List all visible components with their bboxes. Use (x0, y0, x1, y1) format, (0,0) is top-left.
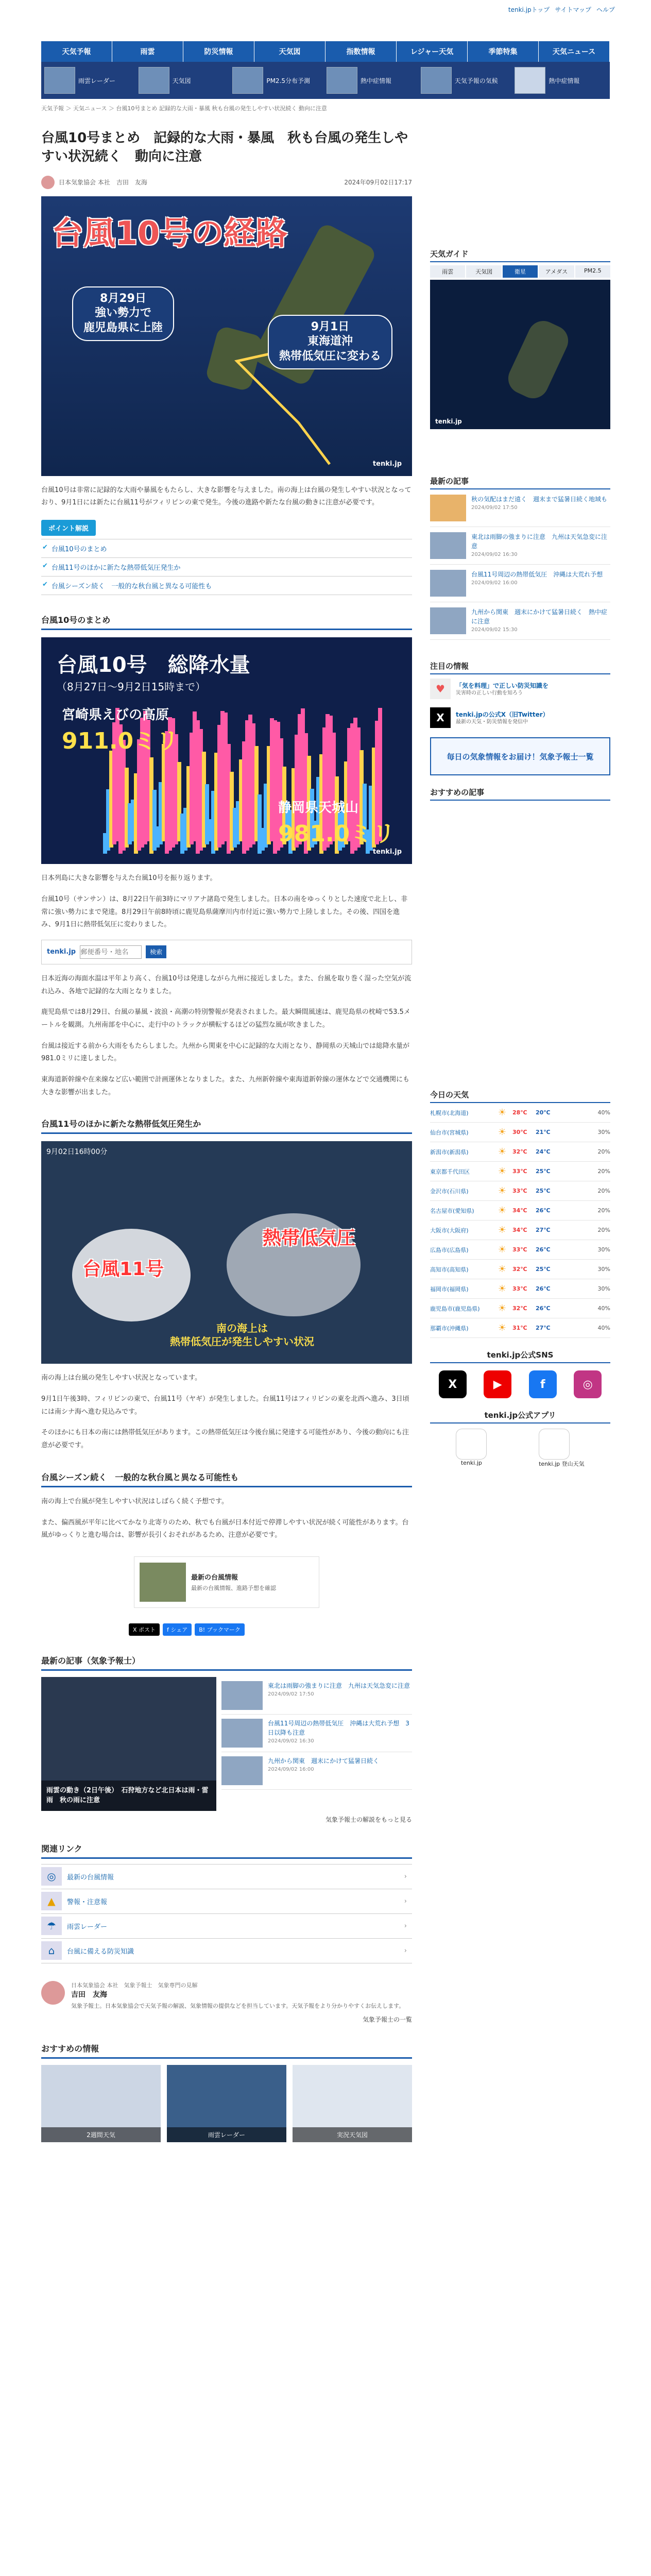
weather-city: 札幌市(北海道) (430, 1109, 469, 1116)
gnav-item[interactable]: 天気ニュース (539, 41, 610, 62)
rainfall-subtitle: （8月27日〜9月2日15時まで） (57, 681, 206, 693)
weather-low: 21℃ (536, 1129, 551, 1136)
news-title: 九州から関東 週末にかけて猛暑日続く 熱中症に注意 (471, 608, 608, 625)
gnav-item[interactable]: 雨雲 (112, 41, 183, 62)
news-thumb (430, 532, 466, 559)
related-item[interactable] (41, 1939, 412, 1963)
attention-heading: 注目の情報 (430, 660, 610, 674)
search-brand: tenki.jp (47, 948, 76, 956)
weather-low: 25℃ (536, 1266, 551, 1273)
attention-title: tenki.jpの公式X（旧Twitter） (456, 710, 549, 718)
share-bar (129, 1623, 412, 1636)
rainfall-title: 台風10号 総降水量 (57, 653, 250, 677)
guide-tabs (430, 265, 610, 278)
weather-low: 26℃ (536, 1246, 551, 1253)
weather-row[interactable] (430, 1142, 610, 1162)
top-link-sitemap[interactable]: サイトマップ (555, 6, 591, 13)
weather-high: 33℃ (512, 1188, 527, 1194)
gnav-item[interactable]: 季節特集 (468, 41, 539, 62)
brand-logo: tenki.jp (372, 848, 402, 856)
satellite-brand: tenki.jp (435, 418, 462, 425)
weather-pop: 30% (597, 1246, 610, 1253)
news-date: 2024/09/02 16:30 (471, 552, 518, 557)
side-news-item[interactable] (430, 565, 610, 602)
weather-city: 仙台市(宮城県) (430, 1129, 469, 1136)
app-icon[interactable] (539, 1429, 570, 1460)
weather-row[interactable] (430, 1279, 610, 1299)
weather-pop: 30% (597, 1129, 610, 1136)
weather-high: 32℃ (512, 1305, 527, 1312)
weather-low: 26℃ (536, 1207, 551, 1214)
article-title: 台風10号まとめ 記録的な大雨・暴風 秋も台風の発生しやすい状況続く 動向に注意 (41, 130, 408, 165)
weather-low: 25℃ (536, 1188, 551, 1194)
subnav-item[interactable] (44, 65, 136, 96)
weather-low: 20℃ (536, 1109, 551, 1116)
subnav-item[interactable] (232, 65, 324, 96)
weather-row[interactable] (430, 1103, 610, 1123)
news-title: 台風11号周辺の熱帯低気圧 沖縄は大荒れ予想 3日以降も注意 (268, 1719, 409, 1736)
subnav-thumb (421, 67, 452, 94)
typhoon-promo[interactable] (134, 1556, 319, 1608)
side-latest-heading: 最新の記事 (430, 476, 610, 489)
paragraph: 日本近海の海面水温は平年より高く、台風10号は発達しながら九州に接近しました。また、台風を取り巻く湿った空気が流れ込み、各地で記録的な大雨となりました。 (41, 974, 412, 995)
station-value: 911.0ミリ (62, 728, 179, 755)
guide-tab[interactable]: 雨雲 (430, 265, 465, 278)
weather-low: 27℃ (536, 1227, 551, 1233)
app-name: tenki.jp 登山天気 (539, 1461, 585, 1467)
news-date: 2024/09/02 17:50 (268, 1691, 314, 1697)
point-link[interactable]: ✔ 台風シーズン続く 一般的な秋台風と異なる可能性も (41, 577, 412, 595)
weather-row[interactable] (430, 1299, 610, 1318)
article-main (41, 118, 412, 2142)
guide-heading: 天気ガイド (430, 248, 610, 262)
sun-icon: ☀ (498, 1322, 507, 1333)
paragraph: 日本列島に大きな影響を与えた台風10号を振り返ります。 (41, 874, 217, 883)
satellite-image (41, 1141, 412, 1364)
more-link[interactable]: 気象予報士の解説をもっと見る (325, 1816, 412, 1823)
instagram-icon[interactable]: ◎ (574, 1370, 602, 1398)
section-heading: 台風シーズン続く 一般的な秋台風と異なる可能性も (41, 1471, 412, 1487)
search-widget (41, 940, 412, 964)
ad-space (430, 118, 610, 237)
weather-high: 34℃ (512, 1207, 527, 1214)
facebook-icon[interactable]: f (529, 1370, 557, 1398)
news-thumb (221, 1756, 263, 1785)
typhoon-track-image (41, 196, 412, 476)
recommend-caption: 雨雲レーダー (167, 2127, 286, 2142)
weather-row[interactable] (430, 1162, 610, 1181)
news-title: 秋の気配はまだ遠く 週末まで猛暑日続く地域も (471, 496, 608, 503)
sun-icon: ☀ (498, 1107, 507, 1118)
station-label: 静岡県天城山 (278, 800, 359, 816)
paragraph: 9月1日午後3時、フィリピンの東で、台風11号（ヤギ）が発生しました。台風11号はフィリピンの東を北西へ進み、3日頃には南シナ海へ進む見込みです。 (41, 1395, 409, 1416)
weather-pop: 40% (597, 1305, 610, 1312)
today-weather-heading: 今日の天気 (430, 1089, 610, 1103)
sun-icon: ☀ (498, 1146, 507, 1157)
latest-grid (41, 1677, 412, 1811)
gnav-item[interactable]: レジャー天気 (397, 41, 468, 62)
paragraph: 南の海上は台風の発生しやすい状況となっています。 (41, 1374, 201, 1382)
attention-desc: 最新の天気・防災情報を発信中 (456, 719, 528, 725)
weather-pop: 20% (597, 1168, 610, 1175)
weather-city: 新潟市(新潟県) (430, 1148, 469, 1156)
sun-icon: ☀ (498, 1126, 507, 1138)
weather-low: 26℃ (536, 1285, 551, 1292)
subnav-label: 天気図 (172, 77, 191, 84)
app-icon[interactable] (456, 1429, 487, 1460)
subnav-thumb (327, 67, 357, 94)
weather-pop: 20% (597, 1188, 610, 1194)
rainfall-image (41, 637, 412, 864)
station-value: 981.0ミリ (278, 821, 396, 848)
promo-thumb (140, 1563, 186, 1602)
related-label: 台風に備える防災知識 (67, 1947, 134, 1956)
hero-title: 台風10号の経路 (52, 214, 288, 252)
recommend-side-heading: おすすめの記事 (430, 787, 610, 801)
news-thumb (430, 607, 466, 634)
global-nav (41, 41, 610, 62)
sub-nav (41, 62, 610, 99)
attention-item[interactable] (430, 703, 610, 732)
japan-land (503, 316, 573, 403)
points-list (41, 539, 412, 595)
byline (41, 176, 412, 189)
author-desc: 気象予報士。日本気象協会で天気予報の解説、気象情報の提供などを担当しています。天気予報をより分かりやすくお伝えします。 (71, 2002, 405, 2009)
paragraph: また、偏西風が平年に比べてかなり北寄りのため、秋でも台風が日本付近で停滞しやすい状況が続く可能性があります。台風がゆっくりと進む場合は、影響が長引くおそれがあるため、注意が必要です。 (41, 1518, 409, 1539)
weather-high: 32℃ (512, 1148, 527, 1155)
paragraph: 南の海上で台風が発生しやすい状況はしばらく続く予想です。 (41, 1497, 228, 1505)
promo-title: 最新の台風情報 (191, 1574, 238, 1582)
author-link[interactable]: 日本気象協会 本社 吉田 友海 (59, 179, 147, 187)
attention-title: 「気を料理」で正しい防災知識を (456, 682, 549, 689)
paragraph: 東海道新幹線や在来線など広い範囲で計画運休となりました。また、九州新幹線や東海道新幹線の運休などで交通機関にも大きな影響が出ました。 (41, 1076, 410, 1096)
weather-high: 33℃ (512, 1168, 527, 1175)
news-thumb (221, 1719, 263, 1748)
weather-city: 福岡市(福岡県) (430, 1285, 469, 1293)
author-name[interactable]: 吉田 友海 (71, 1990, 107, 1999)
section-heading: 台風11号のほかに新たな熱帯低気圧発生か (41, 1117, 412, 1134)
news-title: 九州から関東 週末にかけて猛暑日続く (268, 1757, 380, 1765)
latest-feature-caption: 雨雲の動き（2日午後） 石狩地方など北日本は雨・雷雨 秋の雨に注意 (41, 1781, 216, 1811)
news-item[interactable] (221, 1677, 412, 1715)
weather-high: 31℃ (512, 1325, 527, 1331)
forecaster-list-link[interactable]: 気象予報士の一覧 (362, 2015, 412, 2023)
news-date: 2024/09/02 17:50 (471, 505, 518, 511)
related-item[interactable] (41, 1889, 412, 1914)
chevron-right-icon: › (404, 1922, 407, 1930)
news-date: 2024/09/02 16:00 (268, 1766, 314, 1772)
subnav-item[interactable] (327, 65, 419, 96)
subnav-item[interactable] (515, 65, 607, 96)
recommend-grid (41, 2065, 412, 2142)
weather-city: 大阪市(大阪府) (430, 1227, 469, 1234)
author-avatar (41, 176, 55, 189)
recommend-card[interactable] (41, 2065, 161, 2142)
x-icon[interactable]: X (439, 1370, 467, 1398)
latest-feature[interactable] (41, 1677, 216, 1811)
guide-tab[interactable]: アメダス (539, 265, 574, 278)
typhoon-icon: ◎ (41, 1867, 62, 1886)
weather-high: 30℃ (512, 1129, 527, 1136)
station-label: 宮崎県えびの高原 (62, 707, 169, 723)
paragraph: 台風10号（サンサン）は、8月22日午前3時にマリアナ諸島で発生しました。日本の南をゆっくりとした速度で北上し、非常に強い勢力にまで発達。8月29日午前8時頃に鹿児島県薩摩川内市付近に強い勢力で上陸しました。その後、四国を進み、9月1日に熱帯低気圧に変わりました。 (41, 895, 408, 929)
subnav-thumb (139, 67, 169, 94)
latest-list (221, 1677, 412, 1811)
weather-city: 那覇市(沖縄県) (430, 1325, 469, 1332)
image-timestamp: 9月02日16時00分 (46, 1148, 108, 1157)
weather-pop: 40% (597, 1109, 610, 1116)
subnav-label: PM2.5分布予測 (266, 77, 311, 84)
recommend-caption: 2週間天気 (41, 2127, 161, 2142)
weather-row[interactable] (430, 1240, 610, 1260)
subnav-label: 天気予報の気候 (454, 77, 498, 84)
sidebar (430, 118, 610, 1468)
related-item[interactable] (41, 1914, 412, 1939)
weather-city: 広島市(広島県) (430, 1246, 469, 1253)
top-bar (0, 0, 651, 20)
x-icon: X (430, 707, 451, 728)
author-box (41, 1976, 412, 2011)
subnav-label: 雨雲レーダー (78, 77, 116, 84)
attention-item[interactable] (430, 674, 610, 703)
weather-high: 34℃ (512, 1227, 527, 1233)
weather-pop: 20% (597, 1148, 610, 1155)
lead-paragraph: 台風10号は非常に記録的な大雨や暴風をもたらし、大きな影響を与えました。南の海上は台風の発生しやすい状況となっており、9月1日には新たに台風11号がフィリピンの東で発生。今後の進路や新たな台風の動きに注意が必要です。 (41, 486, 412, 507)
sns-heading: tenki.jp公式SNS (430, 1349, 610, 1363)
chevron-right-icon: › (404, 1897, 407, 1905)
news-item[interactable] (221, 1715, 412, 1752)
sun-icon: ☀ (498, 1263, 507, 1275)
sun-icon: ☀ (498, 1283, 507, 1294)
weather-row[interactable] (430, 1260, 610, 1279)
chevron-right-icon: › (404, 1946, 407, 1955)
article-date: 2024年09月02日17:17 (344, 179, 412, 187)
app-heading: tenki.jp公式アプリ (430, 1410, 610, 1423)
latest-heading: 最新の記事（気象予報士） (41, 1654, 412, 1671)
sun-icon: ☀ (498, 1205, 507, 1216)
forecaster-banner[interactable]: 毎日の気象情報をお届け！気象予報士一覧 (430, 737, 610, 775)
sun-icon: ☀ (498, 1165, 507, 1177)
today-weather-list (430, 1103, 610, 1338)
author-avatar (41, 1981, 65, 2005)
weather-low: 24℃ (536, 1148, 551, 1155)
news-date: 2024/09/02 15:30 (471, 627, 518, 633)
weather-pop: 40% (597, 1325, 610, 1331)
weather-row[interactable] (430, 1318, 610, 1338)
weather-city: 東京都千代田区 (430, 1168, 470, 1175)
news-date: 2024/09/02 16:30 (268, 1738, 314, 1744)
news-item[interactable] (221, 1752, 412, 1790)
subnav-item[interactable] (421, 65, 513, 96)
shelter-icon: ⌂ (41, 1941, 62, 1960)
radar-icon: ☂ (41, 1917, 62, 1935)
weather-high: 33℃ (512, 1246, 527, 1253)
recommend-card[interactable] (167, 2065, 286, 2142)
share-facebook-button[interactable]: f シェア (163, 1623, 192, 1636)
typhoon-label: 台風11号 (82, 1259, 164, 1280)
weather-high: 33℃ (512, 1285, 527, 1292)
news-title: 東北は雨脚の強まりに注意 九州は天気急変に注意 (268, 1682, 410, 1689)
section-heading: 台風10号のまとめ (41, 614, 412, 630)
weather-row[interactable] (430, 1201, 610, 1221)
paragraph: そのほかにも日本の南には熱帯低気圧があります。この熱帯低気圧は今後台風に発達する可能性があり、今後の動向にも注意が必要です。 (41, 1429, 409, 1450)
weather-pop: 20% (597, 1207, 610, 1214)
weather-high: 32℃ (512, 1266, 527, 1273)
subnav-label: 熱中症情報 (361, 77, 392, 84)
related-label: 最新の台風情報 (67, 1873, 114, 1882)
paragraph: 鹿児島県では8月29日、台風の暴風・波浪・高潮の特別警報が発表されました。最大瞬間風速は、鹿児島県の枕崎で53.5メートルを観測。九州南部を中心に、走行中のトラックが横転するほどの猛烈な風が吹きました。 (41, 1008, 410, 1029)
subnav-thumb (44, 67, 75, 94)
recommend-caption: 実況天気図 (293, 2127, 412, 2142)
related-list (41, 1864, 412, 1963)
weather-city: 金沢市(石川県) (430, 1188, 469, 1195)
sun-icon: ☀ (498, 1302, 507, 1314)
news-thumb (221, 1681, 263, 1710)
gnav-item[interactable]: 天気図 (254, 41, 326, 62)
guide-tab[interactable]: 衛星 (503, 265, 538, 278)
search-input[interactable] (80, 945, 142, 959)
breadcrumb[interactable]: 天気予報 ＞ 天気ニュース ＞ 台風10号まとめ 記録的な大雨・暴風 秋も台風の発生しやすい状況続く 動向に注意 (41, 105, 327, 112)
guide-tab[interactable]: 天気図 (466, 265, 501, 278)
chevron-right-icon: › (404, 1872, 407, 1880)
side-news-item[interactable] (430, 527, 610, 565)
paragraph: 台風は接近する前から大雨をもたらしました。九州から関東を中心に記録的な大雨となり、静岡県の天城山では総降水量が981.0ミリに達しました。 (41, 1042, 410, 1063)
sns-links (430, 1370, 610, 1398)
subnav-thumb (515, 67, 545, 94)
warning-icon: ▲ (41, 1892, 62, 1910)
top-links (508, 5, 615, 14)
guide-tab[interactable]: PM2.5 (575, 265, 610, 278)
top-link-help[interactable]: ヘルプ (596, 6, 615, 13)
gnav-item[interactable]: 防災情報 (183, 41, 254, 62)
related-heading: 関連リンク (41, 1842, 412, 1859)
subnav-label: 熱中症情報 (549, 77, 580, 84)
related-label: 警報・注意報 (67, 1898, 108, 1906)
share-x-button[interactable]: X ポスト (129, 1623, 160, 1636)
sun-icon: ☀ (498, 1185, 507, 1196)
share-hatena-button[interactable]: B! ブックマーク (195, 1623, 245, 1636)
callout-dissipate: 9月1日 東海道沖 熱帯低気圧に変わる (268, 315, 392, 369)
point-link[interactable]: ✔ 台風10号のまとめ (41, 539, 412, 558)
news-title: 東北は雨脚の強まりに注意 九州は天気急変に注意 (471, 533, 608, 550)
news-thumb (430, 570, 466, 597)
promo-desc: 最新の台風情報、進路予想を確認 (191, 1585, 276, 1592)
subnav-item[interactable] (139, 65, 231, 96)
point-link[interactable]: ✔ 台風11号のほかに新たな熱帯低気圧発生か (41, 558, 412, 577)
weather-low: 26℃ (536, 1305, 551, 1312)
search-button[interactable]: 検索 (146, 945, 166, 958)
side-news-item[interactable] (430, 489, 610, 527)
top-link-home[interactable]: tenki.jpトップ (508, 6, 550, 13)
brand-logo: tenki.jp (372, 460, 402, 468)
side-news-item[interactable] (430, 602, 610, 640)
sun-icon: ☀ (498, 1244, 507, 1255)
weather-city: 名古屋市(愛知県) (430, 1207, 474, 1214)
attention-desc: 災害時の正しい行動を知ろう (456, 690, 523, 696)
related-label: 雨雲レーダー (67, 1923, 108, 1931)
weather-city: 鹿児島市(鹿児島県) (430, 1305, 480, 1312)
youtube-icon[interactable]: ▶ (484, 1370, 511, 1398)
weather-pop: 20% (597, 1227, 610, 1233)
weather-row[interactable] (430, 1221, 610, 1240)
sun-icon: ☀ (498, 1224, 507, 1235)
callout-landfall: 8月29日 強い勢力で 鹿児島県に上陸 (72, 286, 174, 341)
news-date: 2024/09/02 16:00 (471, 580, 518, 586)
subnav-thumb (232, 67, 263, 94)
weather-low: 25℃ (536, 1168, 551, 1175)
heart-icon: ♥ (430, 679, 451, 699)
gnav-item[interactable]: 指数情報 (326, 41, 397, 62)
weather-high: 28℃ (512, 1109, 527, 1116)
tropical-depression-label: 熱帯低気圧 (263, 1228, 356, 1249)
satellite-map[interactable] (430, 280, 610, 429)
weather-row[interactable] (430, 1181, 610, 1201)
app-links (430, 1429, 610, 1468)
app-name: tenki.jp (460, 1460, 482, 1466)
weather-city: 高知市(高知県) (430, 1266, 469, 1273)
news-title: 台風11号周辺の熱帯低気圧 沖縄は大荒れ予想 (471, 571, 603, 578)
weather-low: 27℃ (536, 1325, 551, 1331)
image-note: 南の海上は 熱帯低気圧が発生しやすい状況 (170, 1322, 314, 1348)
points-heading: ポイント解説 (41, 520, 96, 536)
weather-pop: 30% (597, 1285, 610, 1292)
related-item[interactable] (41, 1865, 412, 1889)
gnav-item[interactable]: 天気予報 (41, 41, 112, 62)
weather-row[interactable] (430, 1123, 610, 1142)
weather-pop: 30% (597, 1266, 610, 1273)
news-thumb (430, 495, 466, 521)
recommend-card[interactable] (293, 2065, 412, 2142)
author-role: 日本気象協会 本社 気象予報士 気象専門の見解 (71, 1981, 198, 1989)
recommend-heading: おすすめの情報 (41, 2042, 412, 2059)
